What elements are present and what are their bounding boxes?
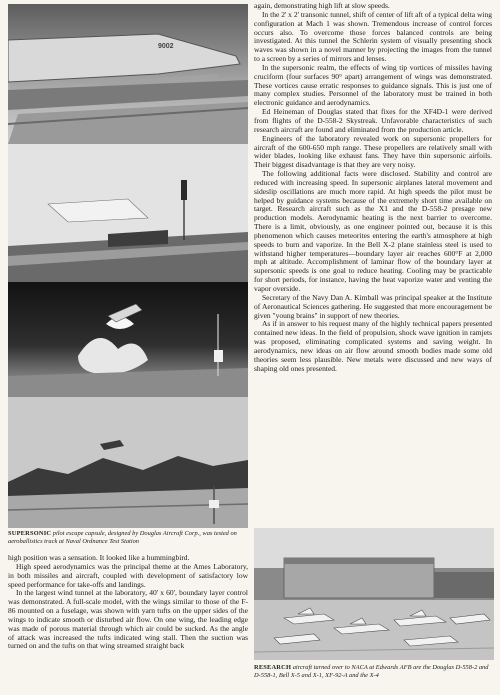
right-caption-text: aircraft turned over to NACA at Edwards AFB are the Douglas D-558-2 and D-558-1, Bell X-5 and X-1, XF-92-A and the X-4: [254, 664, 489, 679]
right-paragraph: Secretary of the Navy Dan A. Kimball was principal speaker at the Institute of Aeronautical Sciences gathering. He suggested that more encouragement be given "young brains" in support of new theories.: [254, 292, 492, 320]
right-paragraph: Ed Heineman of Douglas stated that fixes for the XF4D-1 were derived from flights of the D-558-2 Skystreak. Unfavorable characteristics of such research aircraft are found and eliminated from the production article.: [254, 107, 492, 134]
left-paragraph: In the largest wind tunnel at the laboratory, 40' x 60', boundary layer control was demonstrated. A full-scale model, with the wings similar to those of the F-86 mounted on a fuselage, was shown with yarn tufts on the upper sides of the wings to indicate smooth or disturbed air flow. On one wing, the leading edge was made of porous material through which air could be sucked. As the angle of attack was increased the tufts indicated wing stall. Then the suction was turned on and the tufts on that wing streamed straight back: [8, 588, 248, 651]
left-paragraph: high position was a sensation. It looked like a hummingbird.: [8, 553, 190, 562]
left-paragraph: High speed aerodynamics was the principal theme at the Ames Laboratory, in both missiles and aircraft, coupled with development of satisfactory low speed performance for take-offs and landings.: [8, 561, 248, 589]
right-text-column: [254, 2, 492, 373]
right-paragraph: The following additional facts were disclosed. Stability and control are reduced with increasing speed. In supersonic airplanes lateral movement and sideslip oscillations are much more rapid. At high speeds the pilot must be helped by guidance systems because of the extremely short time available on target. Research aircraft such as the X1 and the D-558-2 presage new production models. Aerodynamic heating is the next barrier to overcome. There is a limit, obviously, as one engineer pointed out, because it is this phenomenon which causes meteorites entering the earth's atmosphere at high speeds to burn and vaporize. In the Bell X-2 plane stainless steel is used to withstand higher temperatures—boundary layer air reaches 600°F at 2,000 mph at altitude. Accomplishment of laminar flow of the boundary layer at supersonic speeds is one goal to reduce heating. Cooling may be practicable for short periods, for instance, having the heat vaporize water and venting the vapor overside.: [254, 169, 492, 293]
right-paragraph: As if in answer to his request many of the highly technical papers presented contained new ideas. In the field of propulsion, shock wave ignition in ramjets was proposed, eliminating complicated systems and saving weight. In aerodynamics, new ideas on air flow around smooth bodies made some old theories seem less plausible. New metals were discussed and new ways of shaping old ones presented.: [254, 319, 492, 373]
right-caption-lead: RESEARCH: [254, 664, 292, 671]
svg-text:9002: 9002: [158, 43, 174, 50]
research-aircraft-photo: [254, 528, 494, 660]
left-caption-text: pilot escape capsule, designed by Douglas Aircraft Corp., was tested on aeroballistics track at Naval Ordnance Test Station: [8, 530, 237, 545]
right-photo-caption: [254, 664, 492, 679]
right-paragraph: In the supersonic realm, the effects of wing tip vortices of missiles having cruciform (four surfaces 90° apart) arrangement of wings was demonstrated. These vortices cause erratic responses to guidance signals. This is just one of many complex studies. Personnel of the laboratory must be trained in both electronic guidance and aerodynamics.: [254, 62, 492, 108]
left-text-column: [8, 554, 248, 651]
right-paragraph: again, demonstrating high lift at slow speeds.: [254, 1, 390, 10]
left-caption-lead: SUPERSONIC: [8, 530, 52, 537]
right-paragraph: Engineers of the laboratory revealed work on supersonic propellers for aircraft of the 600-650 mph range. These propellers are relatively small with wider blades, looking like exhaust fans. They have thin supersonic airfoils. Their biggest disadvantage is that they are very noisy.: [254, 133, 492, 170]
research-aircraft-illustration: [254, 528, 494, 660]
left-photo-caption: [8, 530, 248, 545]
right-paragraph: In the 2' x 2' transonic tunnel, shift of center of lift aft of a typical delta wing configuration at Mach 1 was shown. Tremendous increase of control forces occurs also. To overcome those forces balanced controls are being investigated. At this tunnel the Schlerin system of visually presenting shock waves was shown in a novel manner by projecting the images from the tunnel to a screen by a series of mirrors and lenses.: [254, 9, 492, 64]
escape-capsule-photo-sequence: [8, 4, 248, 528]
photo-sequence-illustration: [8, 4, 248, 528]
